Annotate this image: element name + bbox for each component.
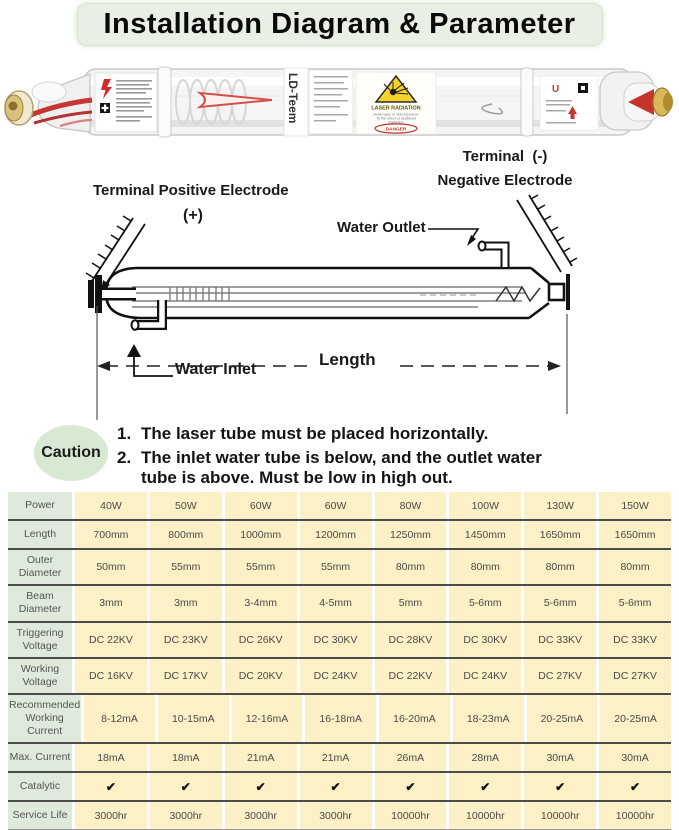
value-cell: 21mA (300, 744, 372, 771)
caution-item-text: The laser tube must be placed horizontally. (141, 424, 489, 443)
value-cell: 1200mm (300, 521, 372, 548)
tube-collar-right (521, 68, 533, 136)
value-cell: DC 28KV (375, 623, 447, 657)
value-cell: 30mA (524, 744, 596, 771)
right-flange (566, 274, 570, 310)
value-cell: 60W (300, 492, 372, 519)
caution-items (117, 424, 577, 492)
outlet-arrowhead (467, 235, 476, 246)
positive-electrode-wire (86, 216, 145, 291)
output-window (549, 284, 564, 300)
value-cell: 80mm (449, 550, 521, 584)
value-cell: DC 17KV (150, 659, 222, 693)
value-cell: 10000hr (449, 802, 521, 829)
value-cell: 12-16mA (232, 695, 303, 742)
value-cell: 60W (225, 492, 297, 519)
value-cell: 18mA (75, 744, 147, 771)
value-cell: 50mm (75, 550, 147, 584)
negative-electrode-wire (517, 195, 577, 272)
right-end-assembly (600, 72, 673, 130)
value-cell: 1650mm (599, 521, 671, 548)
warning-line3: Radiation (388, 120, 404, 125)
caution-item-number: 1. (117, 424, 132, 443)
row-label: Working Voltage (8, 659, 72, 693)
brand-text: LD-Teem (286, 73, 300, 124)
coil-marks (170, 287, 229, 301)
value-cell: 800mm (150, 521, 222, 548)
value-cell: 130W (524, 492, 596, 519)
parameter-table (8, 492, 671, 830)
brand-logo-right: U (552, 84, 560, 95)
value-cell: 3mm (75, 586, 147, 620)
caution-item-1 (117, 424, 577, 445)
value-cell: 1650mm (524, 521, 596, 548)
row-label: Service Life (8, 802, 72, 829)
tube-collar-left (158, 67, 171, 137)
table-row (8, 586, 671, 620)
label-terminal-positive: Terminal Positive Electrode (93, 182, 289, 199)
spring-zigzag (496, 287, 540, 301)
value-cell: DC 27KV (599, 659, 671, 693)
value-cell: 3mm (150, 586, 222, 620)
caution-badge: Caution (34, 425, 108, 481)
value-cell: 10000hr (599, 802, 671, 829)
caution-item-number: 2. (117, 447, 132, 467)
value-cell: 100W (449, 492, 521, 519)
value-cell: 55mm (300, 550, 372, 584)
value-cell: 16-18mA (305, 695, 376, 742)
inlet-arrowhead (127, 344, 141, 357)
spec-label-mid (309, 70, 353, 134)
label-terminal-negative: Terminal (-) (462, 148, 548, 165)
value-cell: 1000mm (225, 521, 297, 548)
table-row (8, 659, 671, 693)
row-label: Power (8, 492, 72, 519)
value-cell: DC 22KV (75, 623, 147, 657)
left-cap (95, 275, 102, 313)
water-outlet-pipe (479, 242, 506, 268)
value-cell: 150W (599, 492, 671, 519)
water-outlet-pointer (428, 229, 478, 246)
check-icon: ✔ (150, 773, 222, 800)
row-label: Recommended Working Current (8, 695, 81, 742)
value-cell: DC 24KV (300, 659, 372, 693)
spec-label-right (540, 76, 598, 130)
value-cell: 5-6mm (599, 586, 671, 620)
table-row (8, 550, 671, 584)
value-cell: 80mm (375, 550, 447, 584)
tube-inner-lines (132, 287, 526, 307)
value-cell: 3000hr (300, 802, 372, 829)
value-cell: 5mm (375, 586, 447, 620)
value-cell: DC 20KV (225, 659, 297, 693)
label-length: Length (319, 350, 376, 369)
value-cell: 10000hr (524, 802, 596, 829)
check-icon: ✔ (300, 773, 372, 800)
brand-label (284, 68, 308, 136)
value-cell: DC 27KV (524, 659, 596, 693)
row-label: Catalytic (8, 773, 72, 800)
value-cell: DC 30KV (300, 623, 372, 657)
value-cell: 3000hr (225, 802, 297, 829)
label-positive-sign: (+) (183, 207, 203, 224)
table-row (8, 695, 671, 742)
value-cell: 4-5mm (300, 586, 372, 620)
value-cell: 10-15mA (158, 695, 229, 742)
laser-warning-label (356, 72, 436, 134)
length-arrow-left (97, 361, 110, 371)
check-icon: ✔ (225, 773, 297, 800)
check-icon: ✔ (524, 773, 596, 800)
row-label: Beam Diameter (8, 586, 72, 620)
laser-tube-photo-svg (0, 56, 679, 150)
value-cell: 55mm (225, 550, 297, 584)
value-cell: DC 23KV (150, 623, 222, 657)
warning-line2: To the direct or scattered (376, 116, 416, 121)
laser-tube-photo (0, 56, 679, 150)
value-cell: DC 30KV (449, 623, 521, 657)
value-cell: DC 24KV (449, 659, 521, 693)
value-cell: DC 33KV (599, 623, 671, 657)
value-cell: 26mA (375, 744, 447, 771)
value-cell: 80mm (599, 550, 671, 584)
value-cell: 20-25mA (600, 695, 671, 742)
value-cell: 30mA (599, 744, 671, 771)
value-cell: 80mm (524, 550, 596, 584)
left-cap-flange (88, 280, 94, 308)
length-arrow-right (548, 361, 561, 371)
value-cell: 1450mm (449, 521, 521, 548)
value-cell: 18mA (150, 744, 222, 771)
check-icon: ✔ (375, 773, 447, 800)
page-title: Installation Diagram & Parameter (76, 3, 602, 46)
label-water-outlet: Water Outlet (337, 219, 426, 236)
installation-diagram (0, 148, 679, 422)
warning-line1: Avoid eyes or skin exposure (373, 112, 419, 117)
caution-item-2 (117, 448, 577, 489)
value-cell: 5-6mm (524, 586, 596, 620)
check-icon: ✔ (449, 773, 521, 800)
water-inlet-pipe (132, 298, 163, 330)
check-icon: ✔ (599, 773, 671, 800)
table-row (8, 773, 671, 800)
value-cell: 700mm (75, 521, 147, 548)
value-cell: 3000hr (75, 802, 147, 829)
label-water-inlet: Water Inlet (175, 361, 257, 378)
value-cell: DC 26KV (225, 623, 297, 657)
laser-radiation-text: LASER RADIATION (371, 105, 421, 112)
row-label: Outer Diameter (8, 550, 72, 584)
label-negative-electrode: Negative Electrode (437, 172, 573, 189)
value-cell: 40W (75, 492, 147, 519)
value-cell: 18-23mA (453, 695, 524, 742)
row-label: Triggering Voltage (8, 623, 72, 657)
water-inlet-pointer (127, 344, 173, 376)
row-label: Max. Current (8, 744, 72, 771)
value-cell: 8-12mA (84, 695, 155, 742)
left-end-assembly (5, 74, 92, 132)
value-cell: 1250mm (375, 521, 447, 548)
table-row (8, 492, 671, 519)
value-cell: 3-4mm (225, 586, 297, 620)
value-cell: DC 16KV (75, 659, 147, 693)
value-cell: 55mm (150, 550, 222, 584)
table-row (8, 623, 671, 657)
value-cell: 28mA (449, 744, 521, 771)
value-cell: 16-20mA (379, 695, 450, 742)
table-row (8, 802, 671, 829)
row-label: Length (8, 521, 72, 548)
value-cell: 5-6mm (449, 586, 521, 620)
caution-item-text: The inlet water tube is below, and the outlet water tube is above. Must be low in high out. (141, 447, 542, 488)
value-cell: DC 22KV (375, 659, 447, 693)
value-cell: 50W (150, 492, 222, 519)
spec-label-left (95, 73, 157, 132)
value-cell: 3000hr (150, 802, 222, 829)
danger-text: DANGER (385, 127, 407, 133)
caution-section (0, 418, 679, 492)
check-icon: ✔ (75, 773, 147, 800)
value-cell: DC 33KV (524, 623, 596, 657)
value-cell: 20-25mA (527, 695, 598, 742)
value-cell: 21mA (225, 744, 297, 771)
table-row (8, 744, 671, 771)
value-cell: 80W (375, 492, 447, 519)
value-cell: 10000hr (375, 802, 447, 829)
table-row (8, 521, 671, 548)
